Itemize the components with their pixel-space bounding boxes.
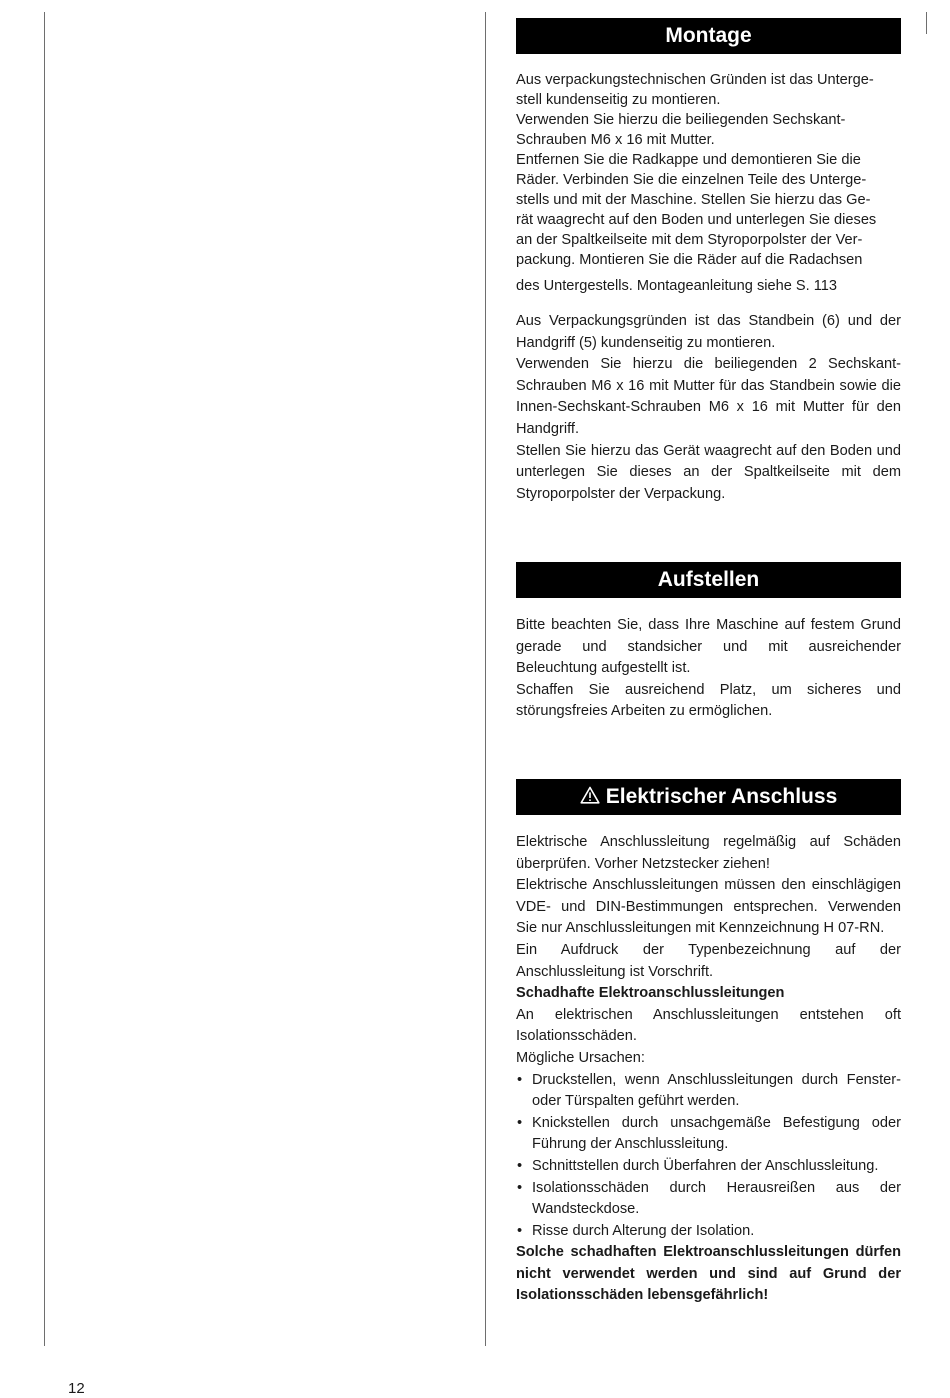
paragraph: Mögliche Ursachen: — [516, 1049, 645, 1066]
paragraph: Verwenden Sie hierzu die beiliegenden 2 Sechskant-Schrauben M6 x 16 mit Mutter für das Standbein sowie die Innen-Sechskant-Schrauben M6 x 16 mit Mutter für den Handgriff. — [516, 356, 901, 437]
montage-text-2 — [516, 311, 901, 505]
paragraph: Elektrische Anschlussleitung regelmäßig auf Schäden überprüfen. Vorher Netzstecker ziehen! — [516, 834, 901, 872]
paragraph: Elektrische Anschlussleitungen müssen den einschlägigen VDE- und DIN-Bestimmungen entsprechen. Verwenden Sie nur Anschlussleitungen mit Kennzeichnung H 07-RN. — [516, 877, 901, 937]
paragraph: Ein Aufdruck der Typenbezeichnung auf der Anschlussleitung ist Vorschrift. — [516, 941, 901, 980]
list-item: • Druckstellen, wenn Anschlussleitungen durch Fenster- oder Türspalten geführt werden. — [516, 1070, 901, 1113]
list-item: • Isolationsschäden durch Herausreißen aus der Wandsteckdose. — [516, 1178, 901, 1221]
elektrischer-anschluss-text — [516, 832, 901, 1307]
causes-list — [516, 1070, 901, 1243]
danger-warning: Solche schadhaften Elektroanschlussleitungen dürfen nicht verwendet werden und sind auf Grund der Isolationsschäden lebensgefährlich! — [516, 1244, 901, 1304]
paragraph: An elektrischen Anschlussleitungen entstehen oft Isolationsschäden. — [516, 1006, 901, 1045]
subheading: Schadhafte Elektroanschlussleitungen — [516, 985, 785, 1002]
paragraph: Stellen Sie hierzu das Gerät waagrecht auf den Boden und unterlegen Sie dieses an der Spaltkeilseite mit dem Styroporpolster der Verpackung. — [516, 442, 901, 502]
text-line: packung. Montieren Sie die Räder auf die Radachsen — [516, 252, 863, 268]
aufstellen-heading: Aufstellen — [516, 562, 901, 598]
elektrischer-anschluss-heading: Elektrischer Anschluss — [516, 779, 901, 815]
list-item: • Knickstellen durch unsachgemäße Befestigung oder Führung der Anschlussleitung. — [516, 1113, 901, 1156]
montage-heading: Montage — [516, 18, 901, 54]
left-page-rule — [44, 12, 45, 1346]
text-line: Aus verpackungstechnischen Gründen ist das Unterge- — [516, 72, 874, 88]
text-line: des Untergestells. Montageanleitung siehe S. 113 — [516, 278, 837, 294]
warning-triangle-icon — [580, 786, 600, 804]
text-line: Entfernen Sie die Radkappe und demontieren Sie die — [516, 152, 861, 168]
aufstellen-text — [516, 615, 901, 723]
text-line: Räder. Verbinden Sie die einzelnen Teile des Unterge- — [516, 172, 867, 188]
paragraph: Bitte beachten Sie, dass Ihre Maschine auf festem Grund gerade und standsicher und mit ausreichender Beleuchtung aufgestellt ist. — [516, 617, 901, 677]
list-item: • Schnittstellen durch Überfahren der Anschlussleitung. — [516, 1156, 901, 1178]
paragraph: Aus Verpackungsgründen ist das Standbein (6) und der Handgriff (5) kundenseitig zu montieren. — [516, 313, 901, 351]
right-page-rule — [926, 12, 927, 34]
list-item: • Risse durch Alterung der Isolation. — [516, 1221, 901, 1243]
center-column-rule — [485, 12, 486, 1346]
montage-text-1 — [516, 70, 901, 296]
text-line: Schrauben M6 x 16 mit Mutter. — [516, 132, 715, 148]
text-line: Verwenden Sie hierzu die beiliegenden Sechskant- — [516, 112, 846, 128]
text-line: an der Spaltkeilseite mit dem Styroporpolster der Ver- — [516, 232, 863, 248]
paragraph: Schaffen Sie ausreichend Platz, um sicheres und störungsfreies Arbeiten zu ermöglichen. — [516, 681, 901, 720]
page-number: 12 — [68, 1380, 85, 1397]
text-line: stell kundenseitig zu montieren. — [516, 92, 721, 108]
text-line: rät waagrecht auf den Boden und unterlegen Sie dieses — [516, 212, 877, 228]
text-line: stells und mit der Maschine. Stellen Sie hierzu das Ge- — [516, 192, 871, 208]
